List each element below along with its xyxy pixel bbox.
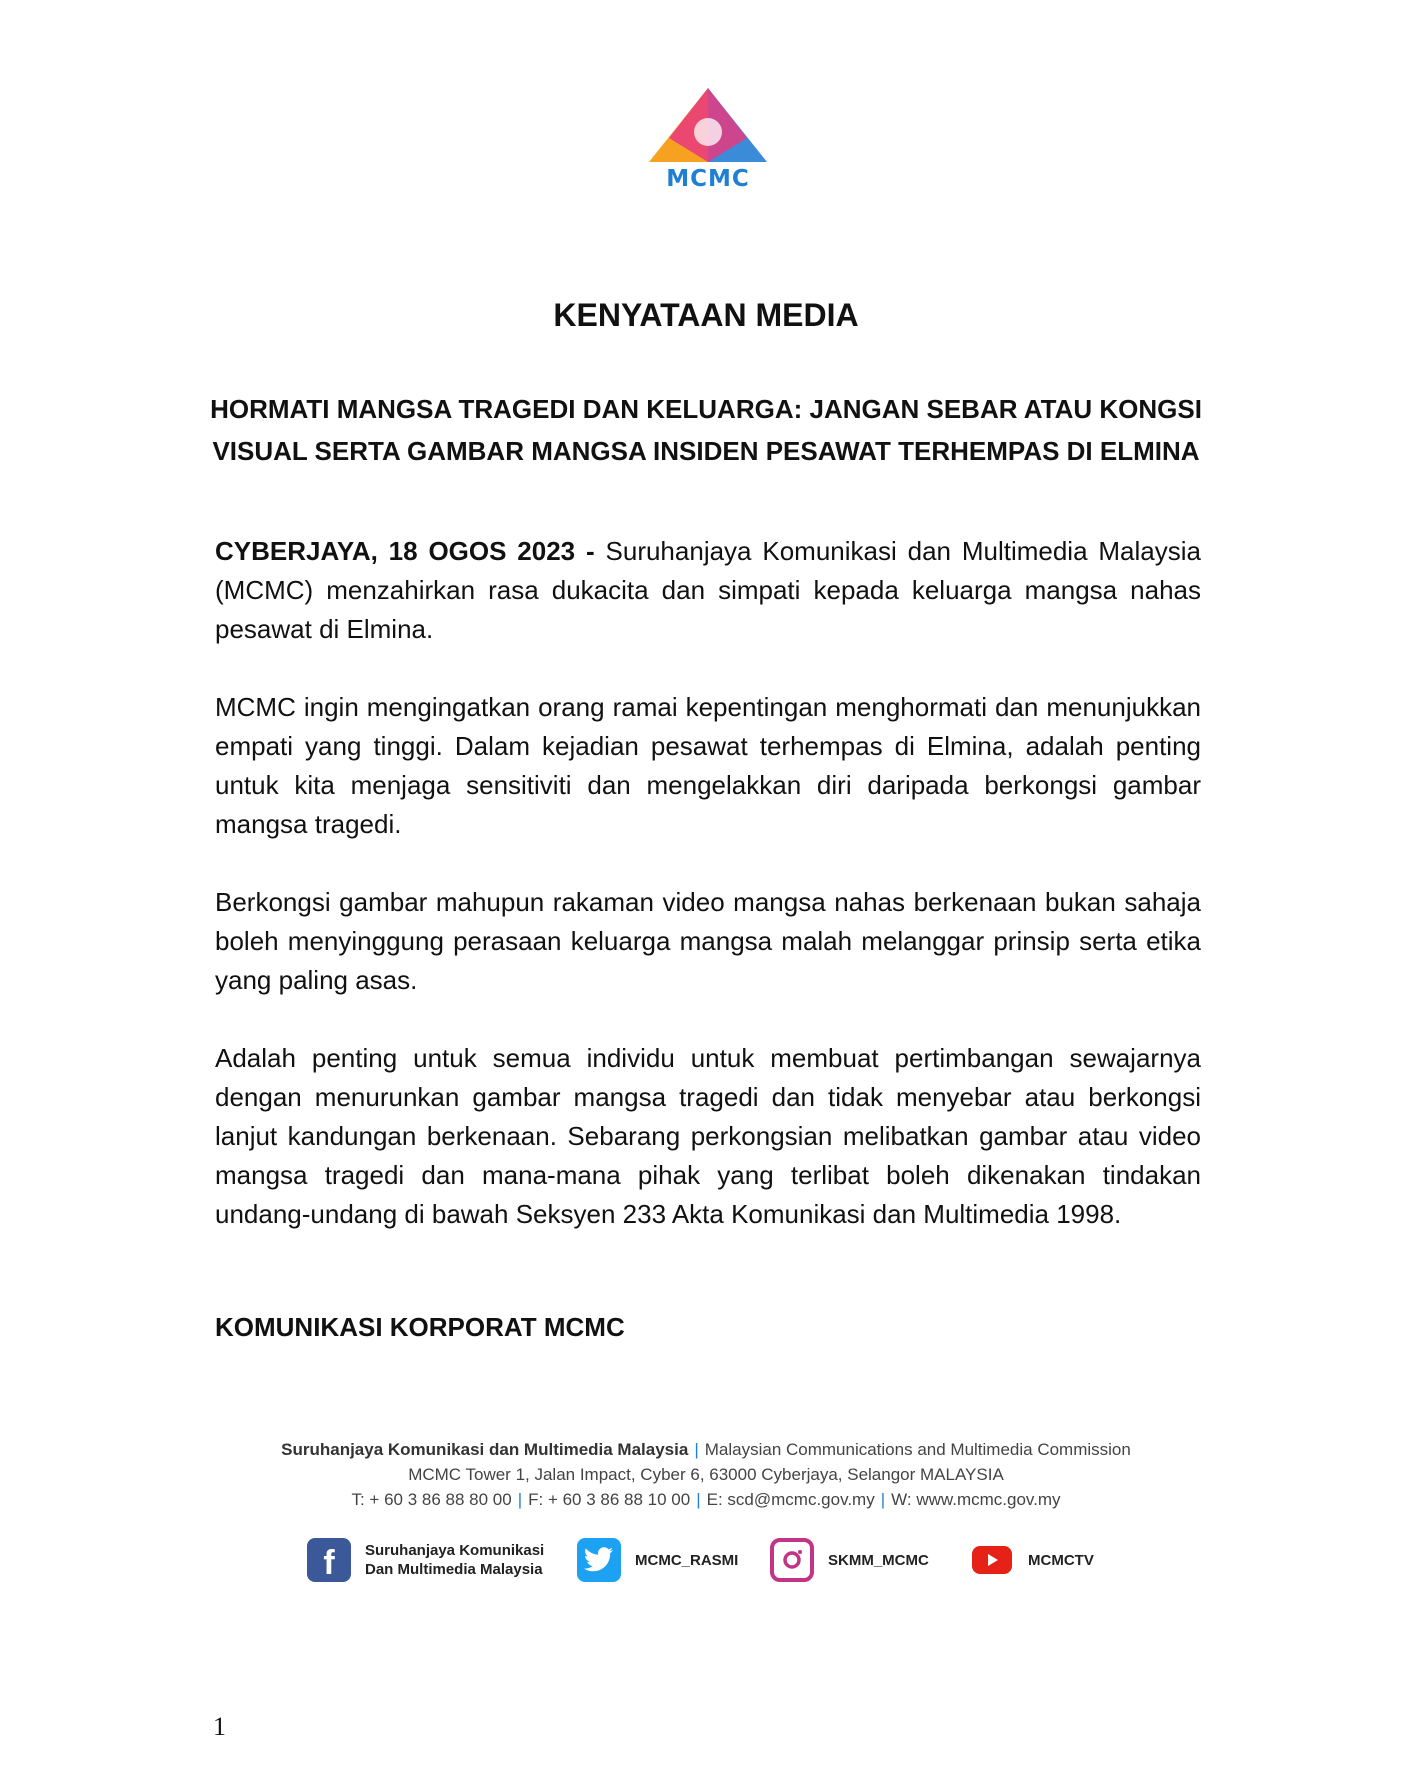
social-instagram[interactable] <box>770 1538 929 1582</box>
footer-separator: | <box>696 1490 701 1509</box>
twitter-label: MCMC_RASMI <box>635 1551 739 1569</box>
facebook-label <box>365 1541 544 1579</box>
footer-address: MCMC Tower 1, Jalan Impact, Cyber 6, 63000 Cyberjaya, Selangor MALAYSIA <box>408 1465 1004 1484</box>
footer-phone: T: + 60 3 86 88 80 00 <box>351 1490 512 1509</box>
instagram-label: SKMM_MCMC <box>828 1551 929 1569</box>
footer-separator: | <box>694 1440 699 1459</box>
instagram-icon <box>770 1538 814 1582</box>
paragraph-3: Berkongsi gambar mahupun rakaman video mangsa nahas berkenaan bukan sahaja boleh menyinggung perasaan keluarga mangsa malah melanggar prinsip serta etika yang paling asas. <box>215 887 1201 995</box>
footer-separator: | <box>517 1490 523 1509</box>
body-text <box>215 532 1201 1273</box>
social-twitter[interactable] <box>577 1538 738 1582</box>
footer-contacts <box>0 1487 1412 1512</box>
youtube-icon <box>970 1538 1014 1582</box>
page-title: KENYATAAN MEDIA <box>553 297 859 333</box>
footer-separator: | <box>880 1490 886 1509</box>
facebook-icon <box>307 1538 351 1582</box>
footer-org-en: Malaysian Communications and Multimedia Commission <box>704 1440 1131 1459</box>
footer-web[interactable]: W: www.mcmc.gov.my <box>891 1490 1061 1509</box>
facebook-label-line2: Dan Multimedia Malaysia <box>365 1561 543 1578</box>
page-number: 1 <box>213 1712 226 1741</box>
dateline: CYBERJAYA, 18 OGOS 2023 - <box>215 536 595 566</box>
mcmc-logo <box>645 86 771 198</box>
paragraph-1-text: Suruhanjaya Komunikasi dan Multimedia Malaysia (MCMC) menzahirkan rasa dukacita dan simpati kepada keluarga mangsa nahas pesawat di Elmina. <box>215 536 1201 644</box>
social-youtube[interactable] <box>970 1538 1094 1582</box>
twitter-icon <box>577 1538 621 1582</box>
signoff: KOMUNIKASI KORPORAT MCMC <box>215 1312 625 1342</box>
logo-text: MCMC <box>666 166 750 192</box>
footer <box>0 1437 1412 1512</box>
footer-org-ms: Suruhanjaya Komunikasi dan Multimedia Malaysia <box>281 1440 689 1459</box>
footer-email[interactable]: E: scd@mcmc.gov.my <box>706 1490 875 1509</box>
svg-text:f: f <box>323 1544 335 1582</box>
facebook-label-line1: Suruhanjaya Komunikasi <box>365 1542 545 1559</box>
paragraph-2: MCMC ingin mengingatkan orang ramai kepentingan menghormati dan menunjukkan empati yang tinggi. Dalam kejadian pesawat terhempas di Elmina, adalah penting untuk kita menjaga sensitiviti dan mengelakkan diri daripada berkongsi gambar mangsa tragedi. <box>215 692 1201 839</box>
social-links <box>0 1538 1412 1588</box>
headline: HORMATI MANGSA TRAGEDI DAN KELUARGA: JANGAN SEBAR ATAU KONGSI VISUAL SERTA GAMBAR MANGSA INSIDEN PESAWAT TERHEMPAS DI ELMINA <box>210 394 1202 466</box>
mcmc-logo-triangle <box>645 86 771 166</box>
social-facebook[interactable] <box>307 1538 544 1582</box>
paragraph-1 <box>215 532 1201 649</box>
footer-org-line <box>0 1437 1412 1462</box>
paragraph-4: Adalah penting untuk semua individu untuk membuat pertimbangan sewajarnya dengan menurunkan gambar mangsa tragedi dan tidak menyebar atau berkongsi lanjut kandungan berkenaan. Sebarang perkongsian melibatkan gambar atau video mangsa tragedi dan mana-mana pihak yang terlibat boleh dikenakan tindakan undang-undang di bawah Seksyen 233 Akta Komunikasi dan Multimedia 1998. <box>215 1043 1201 1229</box>
footer-fax: F: + 60 3 86 88 10 00 <box>528 1490 691 1509</box>
youtube-label: MCMCTV <box>1028 1551 1094 1569</box>
